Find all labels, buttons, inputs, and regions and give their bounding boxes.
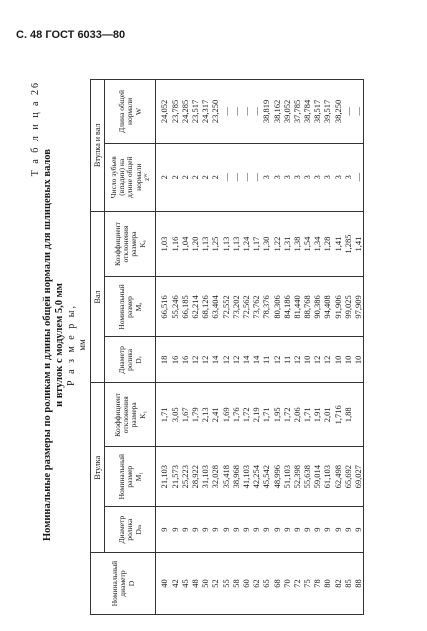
cell-value: 82 xyxy=(332,579,343,588)
column-header-row xyxy=(105,80,156,615)
cell-value: 9 xyxy=(200,527,211,532)
cell-value: 2,13 xyxy=(200,407,211,423)
cell-value: 70 xyxy=(281,579,292,588)
cell-value: 84,186 xyxy=(281,295,292,319)
col-header-coefficient-ka: Коэффициент отклонения размера Kₐ xyxy=(105,211,156,277)
cell-value: 1,71 xyxy=(159,407,170,423)
cell-value: 72 xyxy=(291,579,302,588)
cell-value: 2,06 xyxy=(291,407,302,423)
cell-value: 16 xyxy=(179,355,190,365)
table-caption xyxy=(30,75,87,615)
cell-value: 21,573 xyxy=(169,465,180,489)
cell-value: 14 xyxy=(210,355,221,365)
cell-value: 1,34 xyxy=(312,236,323,252)
cell-value: 62 xyxy=(251,579,262,588)
cell-value: — xyxy=(240,107,251,116)
cell-value: 42,254 xyxy=(251,465,262,489)
group-header-vtulka-val: Втулка и вал xyxy=(91,80,105,212)
cell-value: 14 xyxy=(251,355,262,365)
cell-value: 3 xyxy=(291,175,302,180)
cell-value: 12 xyxy=(190,355,201,365)
page-header: С. 48 ГОСТ 6033—80 xyxy=(16,29,126,41)
cell-value: 9 xyxy=(210,527,221,532)
cell-value: 52,398 xyxy=(291,465,302,489)
cell-value: 18 xyxy=(159,355,170,365)
cell-value: 1,20 xyxy=(190,236,201,252)
group-header-row xyxy=(91,80,105,615)
cell-value: 1,38 xyxy=(291,236,302,252)
cell-value: 35,418 xyxy=(220,465,231,489)
cell-value: 72,562 xyxy=(240,295,251,319)
cell-value: 10 xyxy=(302,355,313,365)
cell-value: 9 xyxy=(281,527,292,532)
cell-value: 2 xyxy=(190,175,201,180)
cell-value: 37,785 xyxy=(291,99,302,124)
cell-value: 9 xyxy=(159,527,170,532)
col-roller-diameter-dm xyxy=(156,507,364,553)
cell-value: 81,440 xyxy=(291,295,302,319)
cell-value: 12 xyxy=(220,355,231,365)
cell-value: 9 xyxy=(332,527,343,532)
cell-value: 99,025 xyxy=(342,295,353,319)
cell-value: 16 xyxy=(169,355,180,365)
cell-value: 9 xyxy=(169,527,180,532)
cell-value: 9 xyxy=(240,527,251,532)
cell-value: 1,72 xyxy=(281,407,292,423)
cell-value: 55,246 xyxy=(169,295,180,319)
cell-value: 9 xyxy=(291,527,302,532)
cell-value: 40 xyxy=(159,579,170,588)
table-number: Т а б л и ц а 26 xyxy=(30,81,41,177)
cell-value: 12 xyxy=(271,355,282,365)
cell-value: 1,30 xyxy=(261,236,272,252)
cell-value: 23,250 xyxy=(210,99,221,124)
cell-value: 10 xyxy=(332,355,343,365)
cell-value: 85 xyxy=(342,579,353,588)
cell-value: 1,24 xyxy=(240,236,251,252)
cell-value: 1,54 xyxy=(302,236,313,252)
cell-value: 42 xyxy=(169,579,180,588)
col-coefficient-ka xyxy=(156,211,364,277)
table-units: мм xyxy=(77,339,88,351)
cell-value: 66,516 xyxy=(159,295,170,319)
cell-value: 9 xyxy=(312,527,323,532)
cell-value: 12 xyxy=(230,355,241,365)
cell-value: 39,052 xyxy=(281,99,292,124)
cell-value: 80,306 xyxy=(271,295,282,319)
cell-value: 9 xyxy=(302,527,313,532)
cell-value: 38,819 xyxy=(261,99,272,124)
col-header-roller-diameter-dm: Диаметр ролика Dₘ xyxy=(105,507,156,553)
cell-value: 9 xyxy=(190,527,201,532)
col-nominal-diameter xyxy=(156,553,364,615)
cell-value: 3 xyxy=(322,175,333,180)
data-table xyxy=(90,79,364,615)
cell-value: 9 xyxy=(322,527,333,532)
cell-value: 3 xyxy=(332,175,343,180)
cell-value: 2,41 xyxy=(210,407,221,423)
col-nominal-size-m1 xyxy=(156,447,364,507)
cell-value: 78 xyxy=(312,579,323,588)
rotated-table-wrapper xyxy=(30,75,425,615)
cell-value: 9 xyxy=(261,527,272,532)
col-header-nominal-size-m1: Номинальный размер M₁ xyxy=(105,447,156,507)
cell-value: 75 xyxy=(302,579,313,588)
cell-value: 66,185 xyxy=(179,295,190,319)
cell-value: 88,768 xyxy=(302,295,313,319)
group-header-vtulka: Втулка xyxy=(91,383,105,553)
cell-value: 63,404 xyxy=(210,295,221,319)
cell-value: 2 xyxy=(169,175,180,180)
cell-value: 45 xyxy=(179,579,190,588)
cell-value: 9 xyxy=(230,527,241,532)
cell-value: 2,01 xyxy=(322,407,333,423)
cell-value: 1,79 xyxy=(190,407,201,423)
cell-value: 12 xyxy=(291,355,302,365)
cell-value: 9 xyxy=(179,527,190,532)
cell-value: 52 xyxy=(210,579,221,588)
cell-value: 2 xyxy=(210,175,221,180)
cell-value: 1,13 xyxy=(230,236,241,252)
cell-value: 48 xyxy=(190,579,201,588)
cell-value: 9 xyxy=(342,527,353,532)
cell-value: 58 xyxy=(230,579,241,588)
cell-value: 1,88 xyxy=(342,407,353,423)
cell-value: 1,25 xyxy=(210,236,221,252)
cell-value: 38,784 xyxy=(302,99,313,124)
cell-value: 68 xyxy=(271,579,282,588)
cell-value: 1,71 xyxy=(261,407,272,423)
cell-value: 1,76 xyxy=(230,407,241,423)
cell-value: 88 xyxy=(353,579,364,588)
cell-value: 12 xyxy=(322,355,333,365)
cell-value: 38,250 xyxy=(332,99,343,124)
cell-value: 1,17 xyxy=(251,236,262,252)
cell-value: 68,126 xyxy=(200,295,211,319)
cell-value: 9 xyxy=(353,527,364,532)
cell-value: 39,517 xyxy=(322,99,333,124)
cell-value: 23,517 xyxy=(190,99,201,124)
cell-value: 38,162 xyxy=(271,99,282,124)
cell-value: 1,67 xyxy=(179,407,190,423)
cell-value: 59,014 xyxy=(312,465,323,489)
cell-value: 3 xyxy=(302,175,313,180)
cell-value: 3 xyxy=(261,175,272,180)
cell-value: 3,05 xyxy=(169,407,180,423)
cell-value: 12 xyxy=(312,355,323,365)
cell-value: 73,762 xyxy=(251,295,262,319)
cell-value: 62,498 xyxy=(332,465,343,489)
cell-value: 2,19 xyxy=(251,407,262,423)
cell-value: 1,69 xyxy=(220,407,231,423)
cell-value: 10 xyxy=(342,355,353,365)
cell-value: 1,41 xyxy=(332,236,343,252)
cell-value: 3 xyxy=(271,175,282,180)
group-header-val: Вал xyxy=(91,211,105,383)
cell-value: — xyxy=(353,172,364,182)
cell-value: 24,285 xyxy=(179,99,190,124)
cell-value: 11 xyxy=(281,355,292,364)
cell-value: 80 xyxy=(322,579,333,588)
col-header-teeth-count-zw: Число зубьев (впадин) на длине общей нормали zᵂ xyxy=(105,143,156,211)
cell-value: 94,408 xyxy=(322,295,333,319)
cell-value xyxy=(353,383,363,446)
cell-value: 1,22 xyxy=(271,236,282,252)
cell-value: 1,41 xyxy=(353,236,364,252)
cell-value: 9 xyxy=(271,527,282,532)
table-subtitle: и втулок с модулем 5,0 мм xyxy=(53,283,65,407)
cell-value: 14 xyxy=(240,355,251,365)
col-common-normal-w xyxy=(156,80,364,144)
cell-value: — xyxy=(240,172,251,182)
col-header-nominal-diameter: Номинальный диаметр D xyxy=(91,553,156,615)
cell-value: 60 xyxy=(240,579,251,588)
cell-value: 25,223 xyxy=(179,465,190,489)
cell-value: 50 xyxy=(200,579,211,588)
cell-value: 24,317 xyxy=(200,99,211,124)
cell-value: — xyxy=(220,107,231,116)
cell-value: 3 xyxy=(312,175,323,180)
table-units-title: Р а з м е р ы, xyxy=(65,304,77,386)
cell-value: 62,214 xyxy=(190,295,201,319)
cell-value: — xyxy=(230,107,241,116)
cell-value: 1,91 xyxy=(312,407,323,423)
cell-value: 9 xyxy=(251,527,262,532)
cell-value: 1,13 xyxy=(220,236,231,252)
cell-value: 2 xyxy=(179,175,190,180)
col-header-roller-diameter-dv: Диаметр ролика Dᵥ xyxy=(105,337,156,383)
cell-value: 24,052 xyxy=(159,99,170,124)
col-teeth-count-zw xyxy=(156,143,364,211)
cell-value: 1,716 xyxy=(332,405,343,425)
cell-value: 1,72 xyxy=(240,407,251,423)
cell-value: 38,517 xyxy=(312,99,323,124)
data-block-row xyxy=(156,80,364,615)
cell-value: 48,996 xyxy=(271,465,282,489)
cell-value: 1,16 xyxy=(169,236,180,252)
cell-value: 90,386 xyxy=(312,295,323,319)
cell-value: 72,552 xyxy=(220,295,231,319)
cell-value: 1,03 xyxy=(159,236,170,252)
cell-value: 23,785 xyxy=(169,99,180,124)
cell-value: 21,103 xyxy=(159,465,170,489)
cell-value: 31,103 xyxy=(200,465,211,489)
cell-value: — xyxy=(353,107,364,116)
cell-value: 12 xyxy=(200,355,211,365)
cell-value: 1,31 xyxy=(281,236,292,252)
cell-value: 28,922 xyxy=(190,465,201,489)
cell-value: 1,71 xyxy=(302,407,313,423)
cell-value: 1,285 xyxy=(342,234,353,254)
cell-value: 65 xyxy=(261,579,272,588)
cell-value: 9 xyxy=(220,527,231,532)
cell-value: 1,13 xyxy=(200,236,211,252)
cell-value: 2 xyxy=(159,175,170,180)
col-coefficient-k1 xyxy=(156,383,364,447)
cell-value: 55 xyxy=(220,579,231,588)
cell-value: 45,542 xyxy=(261,465,272,489)
cell-value: — xyxy=(251,172,262,182)
cell-value: 97,909 xyxy=(353,295,364,319)
cell-value: 61,103 xyxy=(322,465,333,489)
cell-value: 3 xyxy=(342,175,353,180)
cell-value: 55,638 xyxy=(302,465,313,489)
cell-value: — xyxy=(342,107,353,116)
cell-value: 2 xyxy=(200,175,211,180)
col-nominal-size-ma xyxy=(156,277,364,337)
cell-value: 69,027 xyxy=(353,465,364,489)
cell-value: 41,103 xyxy=(240,465,251,489)
cell-value: 1,28 xyxy=(322,236,333,252)
cell-value: 1,04 xyxy=(179,236,190,252)
col-header-nominal-size-ma: Номинальный размер Mₐ xyxy=(105,277,156,337)
cell-value: 78,376 xyxy=(261,295,272,319)
cell-value: 91,906 xyxy=(332,295,343,319)
cell-value: 3 xyxy=(281,175,292,180)
cell-value: — xyxy=(230,172,241,182)
cell-value: — xyxy=(251,107,262,116)
cell-value: 38,968 xyxy=(230,465,241,489)
cell-value: — xyxy=(220,172,231,182)
col-roller-diameter-dv xyxy=(156,337,364,383)
table-title: Номинальные размеры по роликам и длины общей нормали для шлицевых валов xyxy=(41,149,53,541)
cell-value: 11 xyxy=(261,355,272,364)
cell-value: 51,103 xyxy=(281,465,292,489)
cell-value: 65,692 xyxy=(342,465,353,489)
col-header-coefficient-k1: Коэффициент отклонения размера K₁ xyxy=(105,383,156,447)
col-header-common-normal-w: Длина общей нормали W xyxy=(105,80,156,144)
cell-value: 32,028 xyxy=(210,465,221,489)
cell-value: 73,202 xyxy=(230,295,241,319)
cell-value: 10 xyxy=(353,355,364,365)
cell-value: 1,95 xyxy=(271,407,282,423)
